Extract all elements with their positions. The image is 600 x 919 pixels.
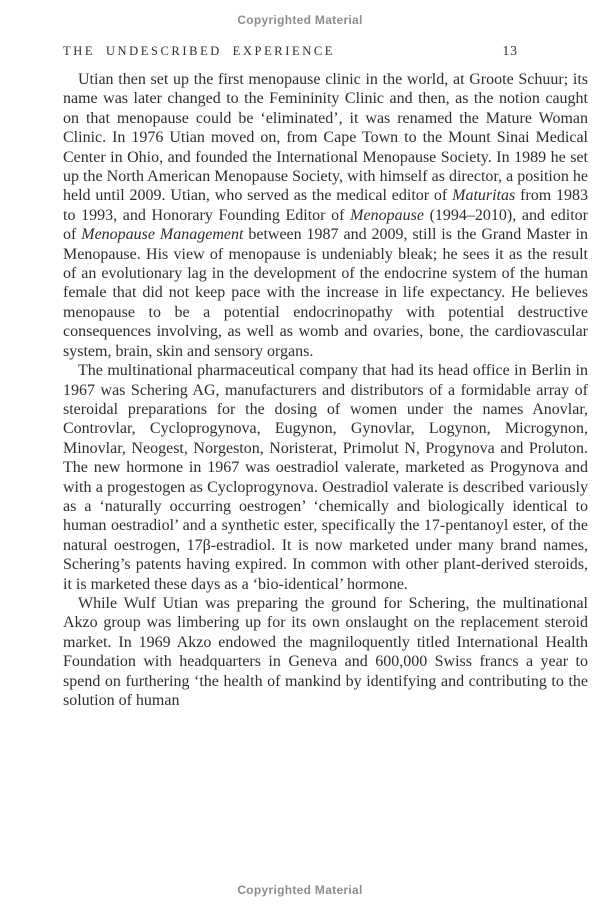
text-run: Utian then set up the first menopause clinic in the world, at Groote Schuur; its name was later changed to the Femininity Clinic and then, as the notion caught on that menopause could be ‘eliminated’, it was renamed the Mature Woman Clinic. In 1976 Utian moved on, from Cape Town to the Mount Sinai Medical Center in Ohio, and founded the International Menopause Society. In 1989 he set up the North American Menopause Society, with himself as director, a position he held until 2009. Utian, who served as the medical editor of <box>63 71 588 205</box>
text-run: from 1983 to 1993, and Honorary Founding Editor of <box>63 187 589 224</box>
running-header <box>63 43 588 59</box>
body-text <box>63 70 588 710</box>
paragraph <box>63 594 588 710</box>
paragraph <box>63 361 588 594</box>
italic-text-run: Maturitas <box>452 187 516 205</box>
text-run: While Wulf Utian was preparing the ground for Schering, the multinational Akzo group was limbering up for its own onslaught on the replacement steroid market. In 1969 Akzo endowed the magniloquently titled International Health Foundation with headquarters in Geneva and 600,000 Swiss francs a year to spend on furthering ‘the health of mankind by identifying and contributing to the solution of human <box>63 594 588 709</box>
page-number: 13 <box>502 43 518 58</box>
text-run: (1994–2010), and editor of <box>63 206 589 244</box>
copyright-notice-bottom: Copyrighted Material <box>237 883 363 897</box>
running-title: THE UNDESCRIBED EXPERIENCE <box>63 44 336 58</box>
italic-text-run: Menopause <box>350 206 424 224</box>
text-run: between 1987 and 2009, still is the Grand Master in Menopause. His view of menopause is undeniably bleak; he sees it as the result of an evolutionary lag in the development of the endocrine system of the human female that did not keep pace with the increase in life expectancy. He believes menopause to be a potential endocrinopathy with potential destructive consequences involving, as well as womb and ovaries, bone, the cardiovascular system, brain, skin and sensory organs. <box>63 226 588 360</box>
copyright-notice-top: Copyrighted Material <box>237 13 363 27</box>
italic-text-run: Menopause Management <box>81 226 244 244</box>
text-run: The multinational pharmaceutical company that had its head office in Berlin in 1967 was Schering AG, manufacturers and distributors of a formidable array of steroidal preparations for the dosing of women under the names Anovlar, Controvlar, Cycloprogynova, Eugynon, Gynovlar, Logynon, Microgynon, Minovlar, Neogest, Norgeston, Noristerat, Primolut N, Progynova and Proluton. The new hormone in 1967 was oestradiol valerate, marketed as Progynova and with a progestogen as Cycloprogynova. Oestradiol valerate is described variously as a ‘naturally occurring oestrogen’ ‘chemically and biologically identical to human oestradiol’ and a synthetic ester, specifically the 17-pentanoyl ester, of the natural oestrogen, 17β-estradiol. It is now marketed under many brand names, Schering’s patents having expired. In common with other plant-derived steroids, it is marketed these days as a ‘bio-identical’ hormone. <box>63 362 588 593</box>
paragraph <box>63 70 588 361</box>
